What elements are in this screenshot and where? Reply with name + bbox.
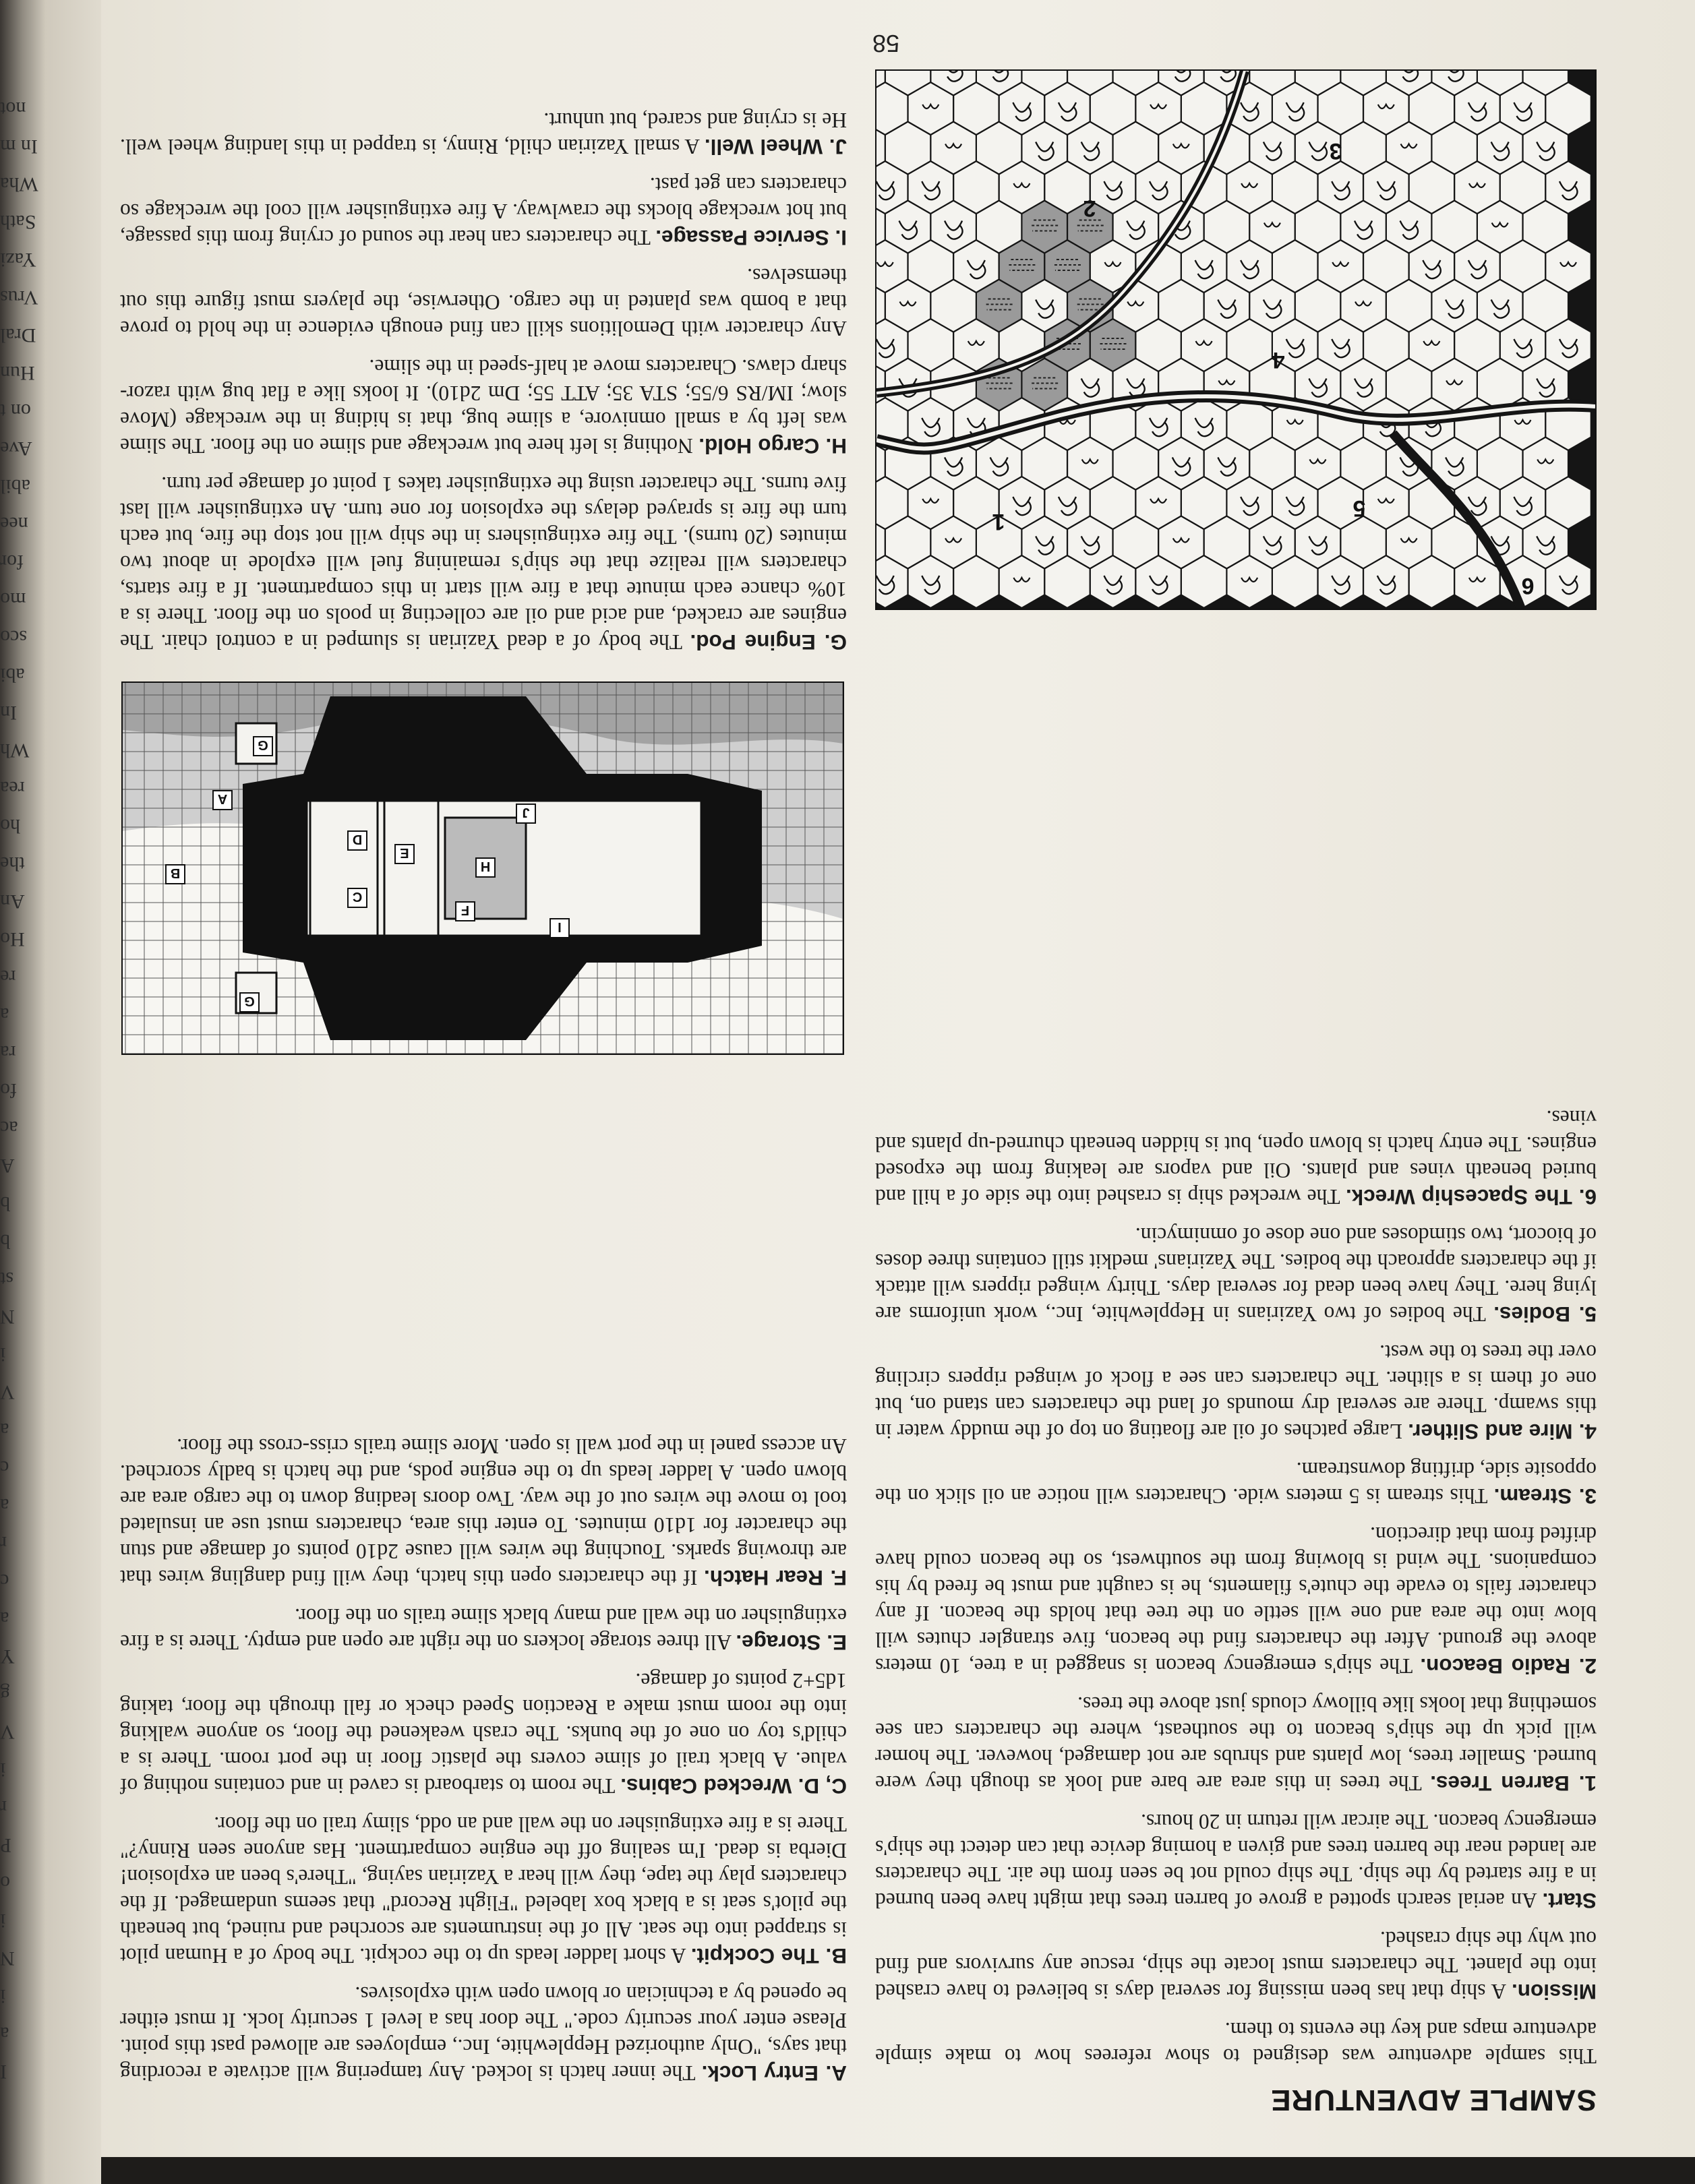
key-entry xyxy=(120,172,847,251)
hex-area-label: 1 xyxy=(992,509,1005,535)
facing-page-fragment: st xyxy=(0,1268,14,1290)
key-entry-title: A. Entry Lock. xyxy=(701,2061,847,2086)
hex-area-label: 2 xyxy=(1083,195,1096,221)
key-entry xyxy=(875,1105,1597,1210)
key-entry-text: The ship's emergency beacon is snagged in a tree, 10 meters above the ground. After the characters find the beacon, five strangler chutes will blow into the area and one will settle on the tree that holds the beacon. If any character fails to evade the chute's filaments, he is caught and must be freed by his companions. The wind is blowing from the southwest, so the beacon could have drifted from that direction. xyxy=(875,1523,1597,1678)
facing-page-fragment: nee xyxy=(0,513,28,535)
key-entry-title: 5. Bodies. xyxy=(1493,1302,1597,1327)
facing-page-fragment: i xyxy=(0,1910,6,1932)
facing-page-fragment: i xyxy=(0,1343,6,1366)
facing-page-fragment: rea xyxy=(0,777,25,799)
facing-page-fragment: Wha xyxy=(0,173,38,195)
key-entry-text: The wrecked ship is crashed into the side of a hill and buried beneath vines and plants. Oil and vapors are leaking from the exposed engines. The entry hatch is blown open, but is hidden beneath churned-up plants and vines. xyxy=(875,1106,1597,1209)
room-label: G xyxy=(244,994,255,1008)
facing-page-fragment: r xyxy=(0,1532,7,1554)
facing-page-fragment: An xyxy=(0,890,25,913)
intro-paragraph: This sample adventure was designed to show referees how to make simple adventure maps and key the events to them. xyxy=(875,2018,1597,2068)
hex-area-label: 4 xyxy=(1272,347,1285,373)
facing-page-fragment: abil xyxy=(0,475,30,497)
facing-page-fragment: i xyxy=(0,1985,6,2007)
key-entry-title: 4. Mire and Slither. xyxy=(1408,1420,1597,1444)
facing-page-fragment: a xyxy=(0,1494,9,1517)
facing-page-fragment: re xyxy=(0,966,16,988)
key-entry-title: H. Cargo Hold. xyxy=(698,434,847,458)
room-label: B xyxy=(170,866,181,880)
facing-page-fragment: Hun xyxy=(0,362,35,384)
facing-page-fragment: Yazi xyxy=(0,249,36,271)
room xyxy=(310,801,378,936)
facing-page-fragment: for xyxy=(0,551,24,573)
facing-page-fragment: i xyxy=(0,1759,6,1781)
facing-page-fragment: Ave xyxy=(0,437,32,460)
facing-page-fragment: o xyxy=(0,1872,10,1894)
facing-page-fragment: mo xyxy=(0,588,26,611)
hex-area-label: 6 xyxy=(1521,573,1535,599)
facing-page-fragment: In m xyxy=(0,135,38,158)
facing-page-fragment: ac xyxy=(0,1117,18,1139)
facing-page-fragment: fo xyxy=(0,1079,17,1101)
ship-deck-plan-graphic xyxy=(123,683,843,1054)
page-edge-shadow xyxy=(0,2157,1695,2184)
facing-page-fragment: A xyxy=(0,1155,15,1177)
key-entry xyxy=(120,354,847,459)
key-entry xyxy=(120,1811,847,1969)
room-label: F xyxy=(460,903,470,917)
room-label: A xyxy=(217,791,228,806)
section-heading: SAMPLE ADVENTURE xyxy=(1270,2084,1597,2117)
hex-map-graphic xyxy=(876,71,1595,609)
facing-page-fragment: on t xyxy=(0,400,31,422)
start-paragraph: Start. An aerial search spotted a grove of barren trees that might have been burned in a fire started by the ship. The ship could not be seen from the air. The characters are landed near the barren trees and given a homing device that can detect the ship's emergency beacon. The aircar will return in 20 hours. xyxy=(875,1810,1597,1913)
key-entry xyxy=(120,263,847,342)
key-entry-title: C, D. Wrecked Cabins. xyxy=(620,1774,847,1798)
facing-page-fragment: In xyxy=(0,702,17,724)
facing-page-fragment: c xyxy=(0,1457,9,1479)
key-entry xyxy=(875,1691,1597,1796)
key-entry-text: A small Yazirian child, Rinny, is trapped in this landing wheel well. He is crying and scared, but unhurt. xyxy=(120,109,847,158)
facing-page-fragment: Ho xyxy=(0,928,25,950)
facing-page-fragment: a xyxy=(0,2023,9,2045)
key-entry-text: The body of a dead Yazirian is slumped in a control chair. The engines are cracked, and acid and oil are collecting in pools on the floor. There is a 10% chance each minute that a fire will start in this compartment. If a fire starts, characters will realize that the ship's remaining fuel will explode in about two minutes (20 turns). The fire extinguishers in the ship will not stop the fire, but each turn the fire is sprayed delays the explosion for one turn. An extinguisher will last five turns. The character using the extinguisher takes 1 point of damage per turn. xyxy=(120,473,847,654)
facing-page-fragment: a xyxy=(0,1419,9,1441)
room-label: G xyxy=(258,737,268,752)
facing-page-fragment: Sath xyxy=(0,211,36,233)
facing-page-fragment: a xyxy=(0,1608,9,1630)
key-entry-title: J. Wheel Well. xyxy=(704,135,847,159)
facing-page-fragment: r xyxy=(0,1796,7,1819)
key-entry-text: Nothing is left here but wreckage and slime on the floor. The slime was left by a small omnivore, a slime bug, that is hiding in the wreckage (Move slow; IM/RS 6/55; STA 35; ATT 55; Dm 2d10). It looks like a flat bug with razor-sharp claws. Characters move at half-speed in the slime. xyxy=(119,355,847,458)
facing-page-fragment: V xyxy=(0,1381,15,1403)
facing-page-fragment: the xyxy=(0,853,25,875)
key-entry xyxy=(875,1457,1597,1509)
facing-page-fragment: sco xyxy=(0,626,27,648)
facing-page-fragment: Vrus xyxy=(0,286,38,309)
key-entry-text: The trees in this area are bare and look as though they were burned. Smaller trees, low plants and shrubs are not damaged, however. The homer will pick up the ship's beacon to the southeast, where the characters can see something that looks like billowy clouds just above the trees. xyxy=(875,1693,1597,1795)
key-entry-text: Large patches of oil are floating on top of the muddy water in this swamp. There are several dry mounds of land the characters can stand on, but one of them is a slither. The characters can see a flock of winged rippers circling over the trees to the west. xyxy=(875,1341,1597,1443)
key-entry-text: The room to starboard is caved in and contains nothing of value. A black trail of slime covers the plastic floor in the port room. There is a child's toy on one of the bunks. The crash weakened the floor, so anyone walking into the room must make a Reaction Speed check or fall through the floor, taking 1d5+2 points of damage. xyxy=(119,1669,847,1798)
hex-map xyxy=(875,69,1597,610)
page-number: 58 xyxy=(872,30,899,57)
key-entry-title: 3. Stream. xyxy=(1493,1484,1597,1509)
key-entry xyxy=(875,1222,1597,1327)
key-entry-title: 1. Barren Trees. xyxy=(1430,1771,1597,1796)
facing-page-fragment: abi xyxy=(0,664,25,686)
facing-page-edge xyxy=(0,0,74,2184)
key-entry-title: B. The Cockpit. xyxy=(690,1944,847,1968)
key-entry-title: E. Storage. xyxy=(736,1631,847,1655)
key-entry-text: The characters can hear the sound of crying from this passage, but hot wreckage blocks the crawlway. A fire extinguisher will cool the wreckage so characters can get past. xyxy=(120,173,847,249)
key-entry xyxy=(120,1433,847,1591)
facing-page-fragment: Dral xyxy=(0,324,36,346)
facing-page-fragment: not xyxy=(0,98,26,120)
right-column-bottom xyxy=(120,107,847,655)
facing-page-fragment: Y xyxy=(0,1645,15,1668)
key-entry xyxy=(120,471,847,655)
key-entry-title: 6. The Spaceship Wreck. xyxy=(1345,1185,1597,1209)
hex-grid xyxy=(876,71,1591,608)
key-entry-text: The inner hatch is locked. Any tampering will activate a recording that says, "Only authorized Hepplewhite, Inc., employees are allowed past this point. Please enter your security code." The door has a level 1 security lock. It must either be opened by a technician or blown open with explosives. xyxy=(120,1982,847,2085)
facing-page-fragment: P xyxy=(0,1834,11,1856)
key-entry-text: All three storage lockers on the right are open and empty. There is a fire extinguisher on the wall and many black slime trails on the floor. xyxy=(119,1604,847,1654)
facing-page-fragment: ra xyxy=(0,1041,16,1064)
room xyxy=(384,801,438,936)
room-label: D xyxy=(352,832,363,847)
key-entry-title: 2. Radio Beacon. xyxy=(1420,1654,1597,1678)
room-key-list-bottom xyxy=(120,107,847,655)
key-entry xyxy=(875,1521,1597,1679)
mission-paragraph: Mission. A ship that has been missing for several days is believed to have crashed into the planet. The characters must locate the ship, rescue any survivors and find out why the ship crashed. xyxy=(874,1927,1597,2004)
key-entry xyxy=(120,107,847,160)
facing-page-fragment: a xyxy=(0,1004,9,1026)
right-column-top xyxy=(120,1433,847,2086)
key-entry-text: This stream is 5 meters wide. Characters will notice an oil slick on the opposite side, drifting downstream. xyxy=(875,1458,1597,1508)
key-entry-title: F. Rear Hatch. xyxy=(704,1566,847,1590)
room-key-list-top xyxy=(120,1433,847,2086)
key-entry xyxy=(120,1668,847,1799)
key-entry-text: If the characters open this hatch, they will find dangling wires that are throwing sparks. Touching the wires will cause 2d10 points of damage and stun the character for 1d10 minutes. To enter this area, characters must use an insulated tool to move the wires out of the way. Two doors leading down to the cargo area are blown open. A ladder leads up to the engine pods, and the hatch is badly scorched. An access panel in the port wall is open. More slime trails criss-cross the floor. xyxy=(120,1434,847,1589)
hex-area-label: 5 xyxy=(1352,495,1366,521)
facing-page-fragment: N xyxy=(0,1306,15,1328)
key-entry-text: A short ladder leads up to the cockpit. The body of a Human pilot is strapped into the seat. All of the instruments are scorched and ruined, but beneath the pilot's seat is a black box labeled "Flight Record" that seems undamaged. If the characters play the tape, they will hear a Yazirian saying, "There's been an explosion! Dierba is dead. I'm sealing off the engine compartment. Has anyone seen Rinny?" There is a fire extinguisher on the wall and an odd, slimy trail on the floor. xyxy=(120,1813,847,1968)
room-label: C xyxy=(352,889,363,904)
facing-page-fragment: b xyxy=(0,1230,10,1252)
key-entry-title: G. Engine Pod. xyxy=(690,630,847,655)
key-entry-text: The bodies of two Yazirians in Hepplewhite, Inc., work uniforms are lying here. They have been dead for several days. Thirty winged rippers will attack if the characters approach the bodies. The Yazirians' medkit still contains three doses of biocort, two stimdoses and one dose of omnimycin. xyxy=(875,1223,1597,1326)
hex-area-label: 3 xyxy=(1329,138,1342,164)
facing-page-fragment: b xyxy=(0,1192,10,1215)
left-column xyxy=(875,1105,1597,2069)
facing-page-fragment: ho xyxy=(0,815,20,837)
room-label: J xyxy=(522,805,530,820)
key-entry-text: Any character with Demolitions skill can find enough evidence in the hold to prove that a bomb was planted in the cargo. Otherwise, the players must figure this out themselves. xyxy=(120,264,847,340)
room-label: E xyxy=(400,845,409,860)
facing-page-fragment: I xyxy=(0,2061,7,2083)
key-entry-title: I. Service Passage. xyxy=(655,226,847,250)
room-label: H xyxy=(480,859,491,874)
facing-page-fragment: Wh xyxy=(0,739,30,762)
facing-page-fragment: g xyxy=(0,1683,10,1705)
ship-deck-plan xyxy=(121,681,844,1055)
key-entry xyxy=(120,1603,847,1656)
facing-page-fragment: V xyxy=(0,1721,15,1743)
facing-page-fragment: N xyxy=(0,1947,15,1970)
room-label: I xyxy=(558,919,562,934)
key-entry xyxy=(875,1339,1597,1445)
key-entry xyxy=(120,1981,847,2086)
area-key-list xyxy=(875,1105,1597,1796)
facing-page-fragment: c xyxy=(0,1570,9,1592)
